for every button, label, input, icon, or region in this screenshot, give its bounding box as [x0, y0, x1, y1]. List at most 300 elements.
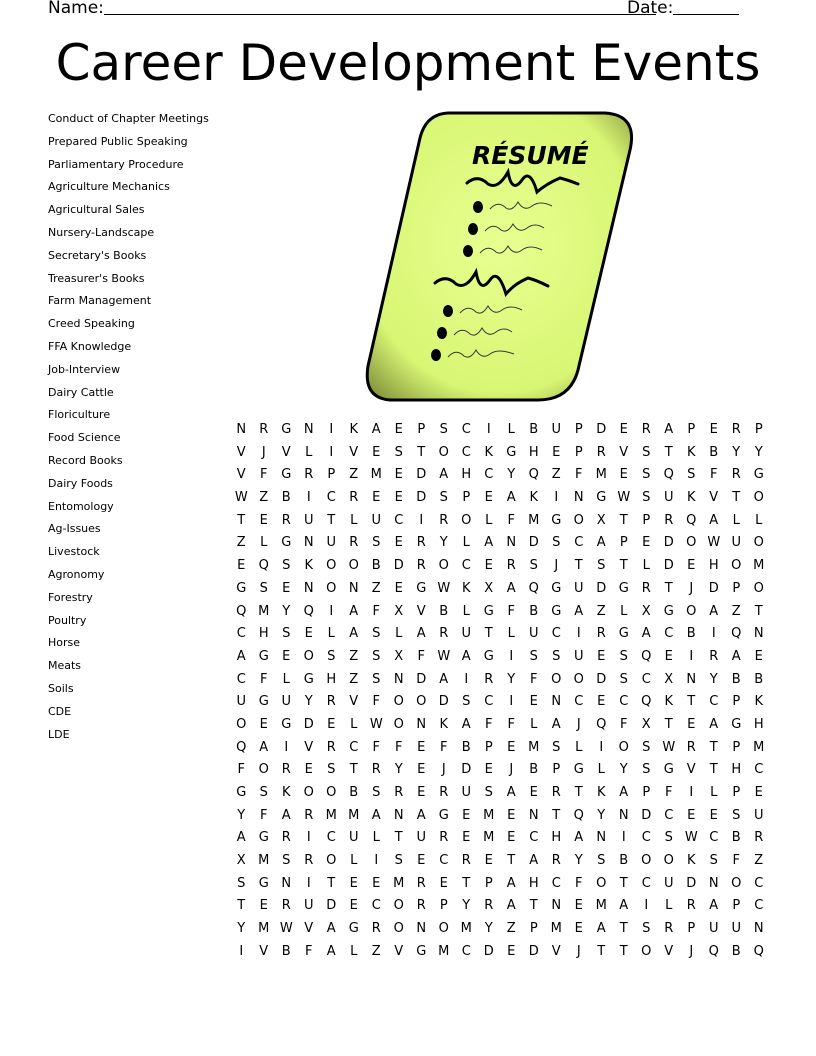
grid-row: [230, 918, 770, 941]
grid-letter: N: [551, 694, 562, 710]
grid-letter: G: [258, 875, 269, 891]
date-blank-line: [673, 14, 739, 15]
grid-letter: Y: [237, 921, 246, 937]
grid-letter: H: [258, 626, 269, 642]
grid-letter: H: [551, 830, 562, 846]
grid-letter: M: [753, 558, 765, 574]
resume-illustration: [360, 108, 640, 404]
grid-letter: S: [372, 648, 381, 664]
grid-letter: V: [349, 444, 359, 460]
grid-letter: P: [732, 739, 741, 755]
grid-letter: Q: [708, 943, 719, 959]
grid-letter: B: [439, 603, 449, 619]
grid-letter: R: [281, 898, 291, 914]
grid-letter: E: [507, 943, 516, 959]
grid-letter: A: [236, 830, 246, 846]
grid-letter: M: [595, 898, 607, 914]
grid-letter: P: [462, 490, 471, 506]
grid-letter: Y: [484, 921, 493, 937]
grid-letter: G: [348, 921, 359, 937]
grid-letter: E: [417, 853, 426, 869]
grid-letter: E: [349, 875, 358, 891]
grid-letter: O: [573, 512, 584, 528]
grid-row: [230, 873, 770, 896]
grid-letter: Q: [258, 558, 269, 574]
grid-letter: T: [619, 921, 628, 937]
grid-letter: R: [281, 512, 291, 528]
word-list-item: Livestock: [48, 545, 100, 559]
grid-letter: A: [574, 603, 584, 619]
grid-letter: A: [506, 580, 516, 596]
grid-letter: Q: [596, 716, 607, 732]
grid-letter: V: [304, 739, 314, 755]
grid-letter: J: [576, 943, 581, 959]
grid-letter: W: [707, 535, 721, 551]
grid-letter: A: [439, 467, 449, 483]
grid-letter: F: [305, 943, 313, 959]
grid-letter: E: [417, 739, 426, 755]
grid-letter: O: [686, 603, 697, 619]
grid-letter: A: [371, 807, 381, 823]
grid-letter: E: [552, 444, 561, 460]
word-list-item: CDE: [48, 704, 72, 718]
grid-letter: B: [686, 626, 696, 642]
grid-letter: E: [462, 830, 471, 846]
grid-letter: F: [260, 467, 268, 483]
grid-letter: T: [664, 580, 673, 596]
grid-letter: Z: [349, 467, 359, 483]
grid-letter: I: [374, 853, 379, 869]
grid-letter: O: [641, 853, 652, 869]
grid-letter: L: [507, 422, 515, 437]
grid-letter: P: [687, 921, 696, 937]
grid-letter: T: [619, 875, 628, 891]
grid-letter: B: [709, 444, 719, 460]
grid-letter: B: [731, 943, 741, 959]
grid-letter: C: [641, 830, 651, 846]
grid-letter: O: [326, 785, 337, 800]
grid-letter: P: [439, 898, 448, 914]
grid-letter: R: [686, 739, 696, 755]
grid-letter: F: [440, 739, 448, 755]
grid-letter: W: [279, 921, 293, 937]
grid-row: [230, 510, 770, 533]
grid-letter: R: [371, 921, 381, 937]
grid-letter: S: [282, 558, 291, 574]
grid-letter: H: [708, 558, 719, 574]
grid-letter: D: [663, 558, 674, 574]
letter-grid: [230, 419, 770, 964]
grid-letter: L: [485, 512, 493, 528]
grid-letter: O: [686, 535, 697, 551]
grid-letter: E: [709, 807, 718, 823]
grid-letter: N: [618, 807, 629, 823]
grid-letter: P: [574, 422, 583, 437]
grid-letter: L: [350, 716, 358, 732]
grid-letter: G: [281, 422, 292, 437]
grid-letter: T: [417, 444, 426, 460]
grid-letter: E: [304, 626, 313, 642]
grid-letter: P: [574, 444, 583, 460]
grid-letter: E: [394, 467, 403, 483]
grid-letter: R: [416, 535, 426, 551]
grid-letter: B: [731, 830, 741, 846]
grid-letter: G: [236, 785, 247, 800]
grid-letter: O: [258, 762, 269, 778]
grid-letter: E: [282, 648, 291, 664]
grid-letter: N: [393, 807, 404, 823]
date-label: Date:: [627, 0, 674, 18]
grid-letter: V: [349, 694, 359, 710]
grid-letter: B: [529, 422, 539, 437]
grid-letter: V: [236, 444, 246, 460]
grid-letter: I: [599, 739, 604, 755]
grid-letter: Y: [462, 898, 471, 914]
grid-letter: A: [641, 626, 651, 642]
grid-letter: F: [372, 739, 380, 755]
grid-letter: P: [754, 422, 763, 437]
grid-letter: E: [574, 921, 583, 937]
word-list-item: Agronomy: [48, 567, 105, 581]
grid-letter: Y: [439, 535, 448, 551]
grid-letter: C: [551, 875, 561, 891]
grid-letter: L: [755, 512, 763, 528]
word-list-item: Soils: [48, 681, 74, 695]
grid-letter: D: [596, 422, 607, 437]
grid-letter: T: [462, 875, 471, 891]
grid-letter: Z: [259, 490, 269, 506]
grid-letter: O: [641, 943, 652, 959]
grid-letter: O: [393, 921, 404, 937]
grid-letter: E: [687, 558, 696, 574]
grid-letter: K: [686, 490, 696, 506]
grid-letter: E: [394, 422, 403, 437]
grid-letter: Q: [641, 694, 652, 710]
grid-letter: D: [416, 490, 427, 506]
grid-letter: O: [753, 580, 764, 596]
grid-letter: Q: [731, 626, 742, 642]
grid-letter: U: [753, 807, 764, 823]
grid-letter: U: [731, 921, 741, 937]
grid-letter: R: [461, 853, 471, 869]
grid-letter: E: [709, 422, 718, 437]
grid-letter: U: [461, 785, 471, 800]
grid-letter: P: [619, 535, 628, 551]
grid-letter: T: [574, 785, 583, 800]
grid-letter: R: [664, 921, 674, 937]
grid-letter: S: [462, 694, 471, 710]
word-list-item: Forestry: [48, 590, 93, 604]
grid-letter: B: [731, 671, 741, 687]
grid-letter: G: [551, 512, 562, 528]
grid-letter: A: [709, 603, 719, 619]
grid-letter: E: [619, 422, 628, 437]
grid-letter: E: [394, 490, 403, 506]
grid-letter: P: [642, 785, 651, 800]
grid-letter: D: [708, 580, 719, 596]
grid-letter: E: [754, 648, 763, 664]
grid-letter: S: [732, 807, 741, 823]
grid-letter: S: [259, 580, 268, 596]
grid-letter: O: [326, 558, 337, 574]
grid-letter: A: [506, 490, 516, 506]
grid-letter: Y: [732, 444, 741, 460]
grid-letter: T: [394, 830, 403, 846]
grid-letter: S: [552, 739, 561, 755]
grid-letter: U: [371, 512, 381, 528]
grid-letter: E: [439, 875, 448, 891]
grid-letter: N: [753, 626, 764, 642]
grid-letter: V: [619, 444, 629, 460]
grid-letter: Z: [506, 921, 516, 937]
grid-letter: I: [306, 830, 311, 846]
grid-letter: R: [326, 739, 336, 755]
grid-letter: C: [461, 558, 471, 574]
grid-letter: P: [529, 921, 538, 937]
word-list-item: Agriculture Mechanics: [48, 180, 170, 194]
grid-letter: R: [416, 558, 426, 574]
grid-letter: W: [437, 580, 451, 596]
grid-letter: J: [689, 580, 694, 596]
grid-letter: S: [439, 490, 448, 506]
grid-letter: R: [304, 807, 314, 823]
grid-letter: I: [239, 943, 244, 959]
grid-letter: R: [596, 626, 606, 642]
word-list-item: Agricultural Sales: [48, 203, 145, 217]
grid-letter: T: [529, 898, 538, 914]
grid-letter: S: [484, 785, 493, 800]
grid-letter: F: [485, 716, 493, 732]
grid-letter: S: [642, 444, 651, 460]
grid-letter: E: [507, 807, 516, 823]
grid-letter: D: [438, 694, 449, 710]
grid-row: [230, 691, 770, 714]
grid-letter: T: [507, 853, 516, 869]
grid-letter: G: [573, 762, 584, 778]
grid-letter: A: [416, 626, 426, 642]
grid-letter: S: [394, 444, 403, 460]
grid-letter: U: [461, 626, 471, 642]
word-list-item: Food Science: [48, 431, 121, 445]
grid-letter: S: [282, 853, 291, 869]
grid-letter: F: [530, 671, 538, 687]
grid-letter: G: [663, 762, 674, 778]
grid-letter: A: [326, 921, 336, 937]
grid-letter: P: [327, 467, 336, 483]
grid-letter: J: [509, 762, 514, 778]
grid-letter: B: [281, 943, 291, 959]
grid-letter: K: [304, 558, 314, 574]
grid-letter: Y: [237, 807, 246, 823]
grid-letter: M: [483, 830, 495, 846]
grid-letter: I: [486, 422, 491, 437]
grid-letter: Y: [507, 671, 516, 687]
grid-letter: G: [483, 648, 494, 664]
grid-letter: Z: [596, 603, 606, 619]
grid-letter: Y: [619, 762, 628, 778]
grid-letter: U: [236, 694, 246, 710]
grid-letter: R: [304, 467, 314, 483]
grid-letter: O: [236, 716, 247, 732]
grid-letter: R: [484, 671, 494, 687]
grid-letter: O: [416, 694, 427, 710]
grid-letter: E: [259, 898, 268, 914]
grid-letter: O: [731, 875, 742, 891]
grid-letter: L: [665, 898, 673, 914]
grid-letter: B: [371, 558, 381, 574]
grid-letter: B: [619, 853, 629, 869]
grid-letter: T: [732, 490, 741, 506]
grid-letter: H: [731, 762, 742, 778]
grid-letter: A: [236, 648, 246, 664]
word-list-item: Meats: [48, 659, 82, 673]
grid-letter: O: [393, 716, 404, 732]
grid-letter: J: [441, 762, 446, 778]
grid-letter: R: [349, 535, 359, 551]
grid-letter: K: [439, 716, 449, 732]
grid-letter: S: [597, 558, 606, 574]
grid-letter: M: [460, 921, 472, 937]
grid-letter: E: [597, 694, 606, 710]
grid-letter: G: [281, 467, 292, 483]
grid-letter: Q: [528, 467, 539, 483]
grid-letter: G: [753, 467, 764, 483]
grid-letter: R: [439, 512, 449, 528]
grid-letter: Z: [349, 648, 359, 664]
grid-letter: Y: [282, 603, 291, 619]
grid-letter: L: [575, 739, 583, 755]
grid-letter: K: [754, 694, 764, 710]
grid-letter: T: [619, 943, 628, 959]
grid-letter: C: [709, 830, 719, 846]
grid-letter: F: [417, 648, 425, 664]
grid-letter: V: [259, 943, 269, 959]
grid-letter: T: [574, 558, 583, 574]
grid-letter: U: [573, 580, 584, 596]
grid-letter: S: [237, 875, 246, 891]
grid-letter: A: [281, 807, 291, 823]
grid-letter: N: [596, 830, 607, 846]
grid-letter: D: [416, 467, 427, 483]
grid-letter: F: [620, 716, 628, 732]
word-list-item: FFA Knowledge: [48, 339, 132, 353]
grid-letter: G: [258, 694, 269, 710]
grid-letter: R: [371, 762, 381, 778]
grid-letter: R: [596, 444, 606, 460]
grid-letter: E: [687, 716, 696, 732]
grid-letter: C: [754, 875, 764, 891]
grid-letter: F: [237, 762, 245, 778]
grid-letter: E: [574, 898, 583, 914]
grid-letter: N: [393, 671, 404, 687]
grid-letter: C: [439, 853, 449, 869]
grid-letter: K: [529, 490, 539, 506]
grid-letter: G: [281, 535, 292, 551]
grid-letter: A: [506, 875, 516, 891]
grid-letter: R: [416, 898, 426, 914]
grid-letter: M: [595, 467, 607, 483]
grid-letter: E: [484, 490, 493, 506]
grid-letter: D: [596, 671, 607, 687]
grid-letter: U: [663, 875, 674, 891]
grid-letter: J: [689, 943, 694, 959]
grid-letter: L: [462, 603, 470, 619]
grid-letter: W: [437, 648, 451, 664]
grid-letter: P: [732, 898, 741, 914]
grid-letter: L: [620, 603, 628, 619]
grid-letter: P: [484, 875, 493, 891]
grid-letter: E: [417, 785, 426, 800]
grid-letter: S: [372, 535, 381, 551]
grid-letter: R: [506, 558, 516, 574]
grid-letter: R: [709, 648, 719, 664]
grid-row: [230, 601, 770, 624]
grid-letter: A: [551, 716, 561, 732]
grid-letter: A: [619, 785, 629, 800]
grid-letter: T: [664, 716, 673, 732]
grid-letter: E: [507, 739, 516, 755]
grid-letter: N: [303, 535, 314, 551]
grid-letter: E: [484, 558, 493, 574]
grid-letter: T: [327, 875, 336, 891]
grid-letter: L: [350, 943, 358, 959]
grid-letter: M: [438, 943, 450, 959]
grid-letter: U: [528, 626, 539, 642]
grid-row: [230, 782, 770, 805]
grid-letter: D: [393, 558, 404, 574]
grid-letter: R: [394, 785, 404, 800]
grid-letter: R: [439, 626, 449, 642]
grid-letter: N: [416, 921, 427, 937]
grid-letter: O: [326, 580, 337, 596]
grid-letter: V: [551, 943, 561, 959]
grid-row: [230, 646, 770, 669]
grid-letter: I: [419, 512, 424, 528]
grid-letter: Y: [574, 853, 583, 869]
grid-letter: S: [642, 467, 651, 483]
grid-letter: R: [484, 898, 494, 914]
grid-letter: A: [596, 921, 606, 937]
grid-letter: T: [664, 444, 673, 460]
grid-letter: Q: [236, 739, 247, 755]
grid-letter: Q: [303, 603, 314, 619]
grid-letter: T: [687, 694, 696, 710]
grid-letter: C: [574, 694, 584, 710]
word-list: [48, 108, 209, 746]
grid-letter: G: [506, 444, 517, 460]
grid-letter: I: [284, 739, 289, 755]
word-list-item: LDE: [48, 727, 70, 741]
grid-letter: H: [753, 716, 764, 732]
grid-letter: R: [349, 490, 359, 506]
grid-letter: G: [483, 603, 494, 619]
grid-letter: D: [326, 898, 337, 914]
word-list-item: Entomology: [48, 499, 114, 513]
word-list-item: Ag-Issues: [48, 522, 101, 536]
grid-letter: U: [303, 898, 314, 914]
grid-letter: D: [416, 671, 427, 687]
grid-letter: E: [484, 853, 493, 869]
grid-letter: F: [507, 603, 515, 619]
grid-letter: C: [641, 671, 651, 687]
grid-letter: X: [664, 671, 674, 687]
grid-letter: V: [236, 467, 246, 483]
grid-letter: L: [327, 626, 335, 642]
grid-letter: B: [529, 762, 539, 778]
name-label: Name:: [48, 0, 104, 18]
grid-letter: E: [754, 785, 763, 800]
grid-letter: O: [618, 739, 629, 755]
